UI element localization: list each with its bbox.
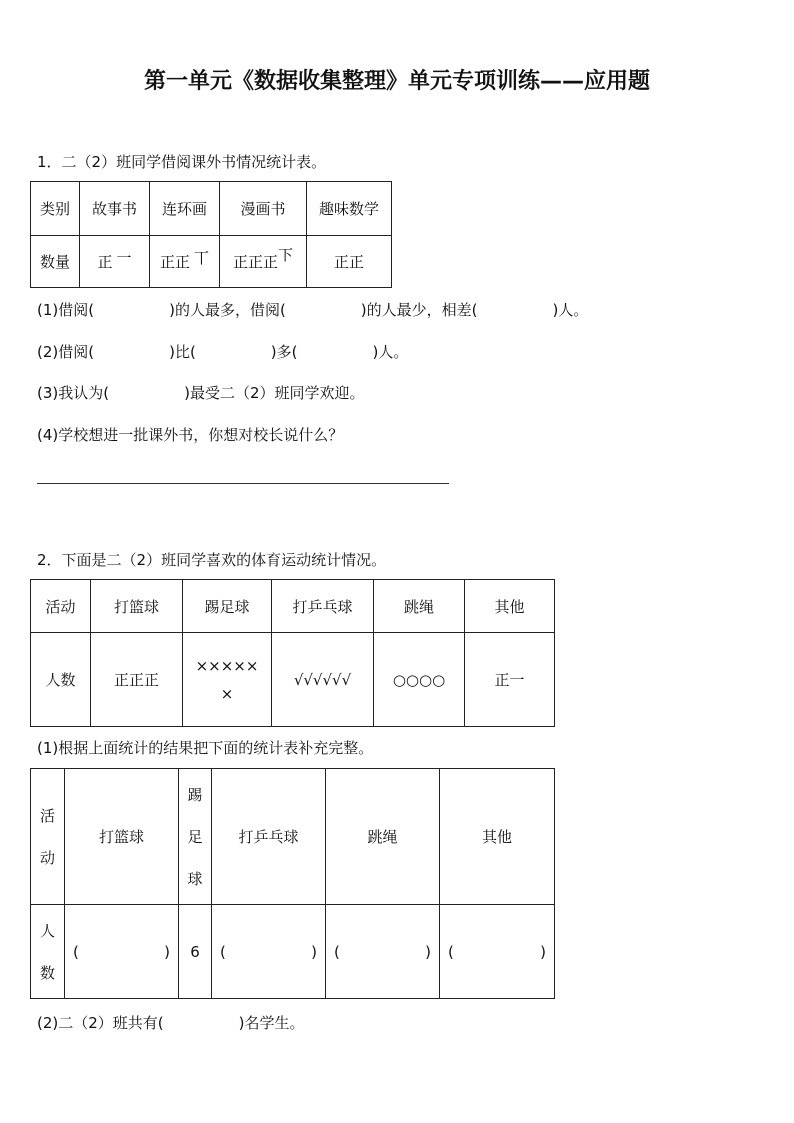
tally-mark: 正 bbox=[97, 253, 113, 271]
q2-t1-activity-basketball: 打篮球 bbox=[91, 580, 183, 633]
q1-tally-comic-strip bbox=[150, 236, 220, 288]
q2-heading: 2．下面是二（2）班同学喜欢的体育运动统计情况。 bbox=[37, 551, 387, 569]
q2-t2-activity-basketball: 打篮球 bbox=[65, 769, 179, 905]
q2-t1-marks-basketball: 正正正 bbox=[91, 633, 183, 727]
vertical-label: 踢足球 bbox=[187, 785, 203, 888]
q2-t1-activity-other: 其他 bbox=[465, 580, 555, 633]
q2-sub2: (2)二（2）班共有( )名学生。 bbox=[37, 1014, 305, 1032]
q2-t2-blank-pingpong[interactable] bbox=[212, 905, 326, 999]
q2-t1-activity-jumprope: 跳绳 bbox=[374, 580, 465, 633]
q1-table bbox=[30, 181, 392, 288]
tally-mark-extra: 丅 bbox=[194, 249, 210, 267]
q2-t1-marks-other: 正一 bbox=[465, 633, 555, 727]
answer-line bbox=[37, 483, 449, 484]
answer-blank[interactable]: ( ) bbox=[334, 942, 431, 961]
q2-t1-activity-football: 踢足球 bbox=[183, 580, 272, 633]
vertical-label: 人数 bbox=[40, 921, 56, 982]
tally-mark: 正正 bbox=[333, 253, 364, 271]
q1-tally-story bbox=[80, 236, 150, 288]
tally-mark: 正正 bbox=[159, 253, 190, 271]
q2-t2-activity-other: 其他 bbox=[440, 769, 555, 905]
answer-blank[interactable]: ( ) bbox=[448, 942, 546, 961]
q1-sub3: (3)我认为( )最受二（2）班同学欢迎。 bbox=[37, 384, 365, 402]
q2-t2-activity-jumprope: 跳绳 bbox=[326, 769, 440, 905]
q1-tally-manga bbox=[220, 236, 307, 288]
q2-table-1 bbox=[30, 579, 555, 727]
mark-line: ××××× bbox=[195, 656, 259, 675]
q2-t2-row-header-activity bbox=[31, 769, 65, 905]
q2-t2-activity-pingpong: 打乒乓球 bbox=[212, 769, 326, 905]
q1-tally-fun-math bbox=[307, 236, 392, 288]
q2-t1-marks-pingpong: √√√√√√ bbox=[272, 633, 374, 727]
q1-category-comic-strip: 连环画 bbox=[150, 182, 220, 236]
q1-sub2: (2)借阅( )比( )多( )人。 bbox=[37, 343, 409, 361]
tally-mark: 正正正 bbox=[232, 253, 278, 271]
q2-t2-blank-other[interactable] bbox=[440, 905, 555, 999]
q1-row-header-count: 数量 bbox=[31, 236, 80, 288]
q2-sub1: (1)根据上面统计的结果把下面的统计表补充完整。 bbox=[37, 739, 374, 757]
q2-t1-marks-jumprope: ○○○○ bbox=[374, 633, 465, 727]
tally-mark-extra: 下 bbox=[278, 246, 294, 264]
q1-sub4: (4)学校想进一批课外书，你想对校长说什么？ bbox=[37, 426, 344, 444]
q1-category-manga: 漫画书 bbox=[220, 182, 307, 236]
q2-t2-row-header-people bbox=[31, 905, 65, 999]
q2-t2-value-football: 6 bbox=[179, 905, 212, 999]
mark-line: × bbox=[220, 684, 234, 703]
page-title: 第一单元《数据收集整理》单元专项训练——应用题 bbox=[143, 69, 650, 94]
q1-category-story: 故事书 bbox=[80, 182, 150, 236]
vertical-label: 活动 bbox=[40, 806, 56, 867]
q1-sub1: (1)借阅( )的人最多，借阅( )的人最少，相差( )人。 bbox=[37, 301, 589, 319]
q1-heading: 1．二（2）班同学借阅课外书情况统计表。 bbox=[37, 153, 327, 171]
answer-blank[interactable]: ( ) bbox=[220, 942, 317, 961]
q2-t1-row-header-people: 人数 bbox=[31, 633, 91, 727]
answer-blank[interactable]: ( ) bbox=[73, 942, 170, 961]
q2-t2-activity-football bbox=[179, 769, 212, 905]
q2-t2-blank-basketball[interactable] bbox=[65, 905, 179, 999]
q2-table-2 bbox=[30, 768, 555, 999]
q2-t1-activity-pingpong: 打乒乓球 bbox=[272, 580, 374, 633]
q1-row-header-category: 类别 bbox=[31, 182, 80, 236]
q2-t1-row-header-activity: 活动 bbox=[31, 580, 91, 633]
q2-t1-marks-football bbox=[183, 633, 272, 727]
q1-category-fun-math: 趣味数学 bbox=[307, 182, 392, 236]
tally-mark-extra: 一 bbox=[116, 249, 132, 267]
q2-t2-blank-jumprope[interactable] bbox=[326, 905, 440, 999]
